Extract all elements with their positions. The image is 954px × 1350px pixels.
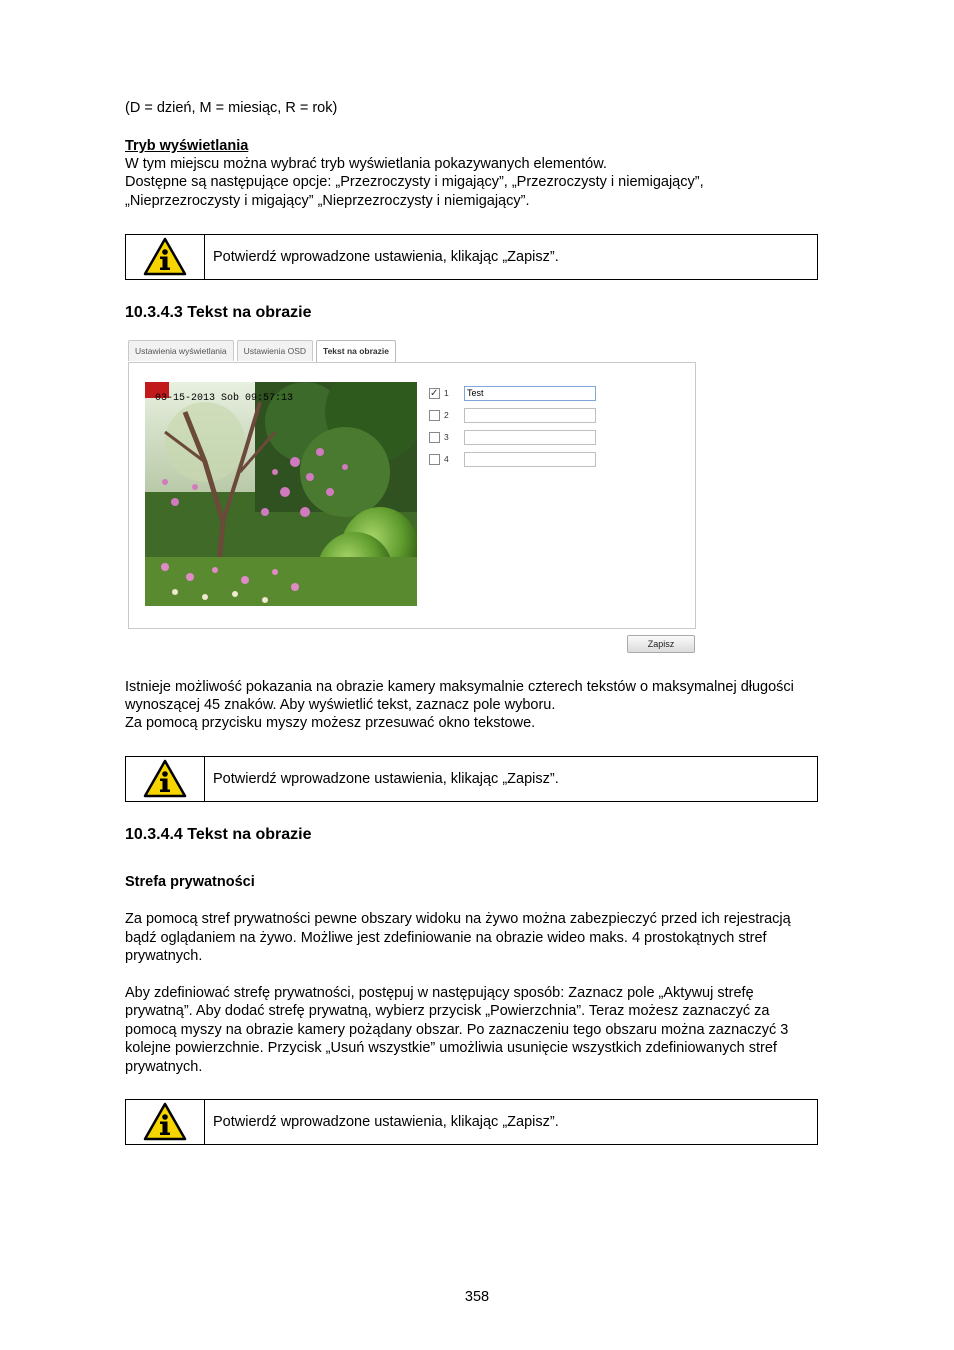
text-row-4-label: 4 <box>444 453 449 464</box>
page-number: 358 <box>464 1289 490 1305</box>
text-row-2-input[interactable] <box>464 408 596 423</box>
note-icon-cell <box>126 235 205 279</box>
display-mode-line-1: W tym miejscu można wybrać tryb wyświetlania pokazywanych elementów. <box>125 156 607 172</box>
warning-info-icon <box>143 237 187 277</box>
text-row-1 <box>429 385 596 401</box>
note-box <box>125 756 818 802</box>
settings-tabs <box>128 340 399 362</box>
text-row-3-input[interactable] <box>464 430 596 445</box>
privacy-zone-heading: Strefa prywatności <box>125 874 255 890</box>
save-button[interactable]: Zapisz <box>627 635 695 653</box>
display-mode-heading: Tryb wyświetlania <box>125 138 249 154</box>
text-row-1-input[interactable]: Test <box>464 386 596 401</box>
date-format-legend: (D = dzień, M = miesiąc, R = rok) <box>125 100 338 116</box>
warning-info-icon <box>143 1102 187 1142</box>
text-row-1-checkbox[interactable] <box>429 388 440 399</box>
tab-text-on-image[interactable]: Tekst na obrazie <box>316 340 396 363</box>
tab-display-settings[interactable]: Ustawienia wyświetlania <box>128 340 234 361</box>
privacy-para-1-line-1: Za pomocą stref prywatności pewne obszary widoku na żywo można zabezpieczyć przed ich rejestracją <box>125 911 791 927</box>
display-mode-line-2: Dostępne są następujące opcje: „Przezroczysty i migający”, „Przezroczysty i niemigający”, <box>125 174 704 190</box>
text-row-4-input[interactable] <box>464 452 596 467</box>
note-box <box>125 1099 818 1145</box>
privacy-para-2-line-4: kolejne powierzchnie. Przycisk „Usuń wszystkie” umożliwia usunięcie wszystkich zdefiniowanych stref <box>125 1040 777 1056</box>
settings-panel <box>128 362 696 629</box>
camera-timestamp-overlay: 03-15-2013 Sob 09:57:13 <box>155 393 294 404</box>
privacy-para-2-line-2: prywatną”. Aby dodać strefę prywatną, wybierz przycisk „Powierzchnia”. Teraz możesz zaznaczyć za <box>125 1003 770 1019</box>
text-on-image-line-1: Istnieje możliwość pokazania na obrazie kamery maksymalnie czterech tekstów o maksymalnej długości <box>125 679 794 695</box>
text-on-image-line-3: Za pomocą przycisku myszy możesz przesuwać okno tekstowe. <box>125 715 536 731</box>
text-row-3-label: 3 <box>444 431 449 442</box>
display-mode-line-3: „Nieprzezroczysty i migający” „Nieprzezroczysty i niemigający”. <box>125 193 530 209</box>
garden-camera-image <box>145 382 417 606</box>
text-row-1-label: 1 <box>444 387 449 398</box>
text-row-2-checkbox[interactable] <box>429 410 440 421</box>
text-row-4-checkbox[interactable] <box>429 454 440 465</box>
text-on-image-settings-ui <box>128 340 698 658</box>
section-heading-text-on-image: 10.3.4.3 Tekst na obrazie <box>125 304 312 321</box>
privacy-para-1-line-2: bądź oglądaniem na żywo. Możliwe jest zdefiniowanie na obrazie wideo maks. 4 prostokątnych stref <box>125 930 767 946</box>
text-on-image-line-2: wynoszącej 45 znaków. Aby wyświetlić tekst, zaznacz pole wyboru. <box>125 697 556 713</box>
note-text: Potwierdź wprowadzone ustawienia, klikając „Zapisz”. <box>213 1113 559 1130</box>
section-heading-privacy: 10.3.4.4 Tekst na obrazie <box>125 826 312 843</box>
text-row-2 <box>429 407 596 423</box>
note-icon-cell <box>126 1100 205 1144</box>
camera-preview[interactable] <box>145 382 417 606</box>
warning-info-icon <box>143 759 187 799</box>
text-row-2-label: 2 <box>444 409 449 420</box>
text-row-3 <box>429 429 596 445</box>
note-icon-cell <box>126 757 205 801</box>
privacy-para-1-line-3: prywatnych. <box>125 948 203 964</box>
text-row-4 <box>429 451 596 467</box>
text-row-3-checkbox[interactable] <box>429 432 440 443</box>
privacy-para-2-line-5: prywatnych. <box>125 1059 203 1075</box>
note-text: Potwierdź wprowadzone ustawienia, klikając „Zapisz”. <box>213 770 559 787</box>
note-text: Potwierdź wprowadzone ustawienia, klikając „Zapisz”. <box>213 248 559 265</box>
note-box <box>125 234 818 280</box>
tab-osd-settings[interactable]: Ustawienia OSD <box>237 340 313 361</box>
privacy-para-2-line-3: pomocą myszy na obrazie kamery pożądany obszar. Po zaznaczeniu tego obszaru można zaznaczyć 3 <box>125 1022 789 1038</box>
privacy-para-2-line-1: Aby zdefiniować strefę prywatności, postępuj w następujący sposób: Zaznacz pole „Aktywuj strefę <box>125 985 754 1001</box>
